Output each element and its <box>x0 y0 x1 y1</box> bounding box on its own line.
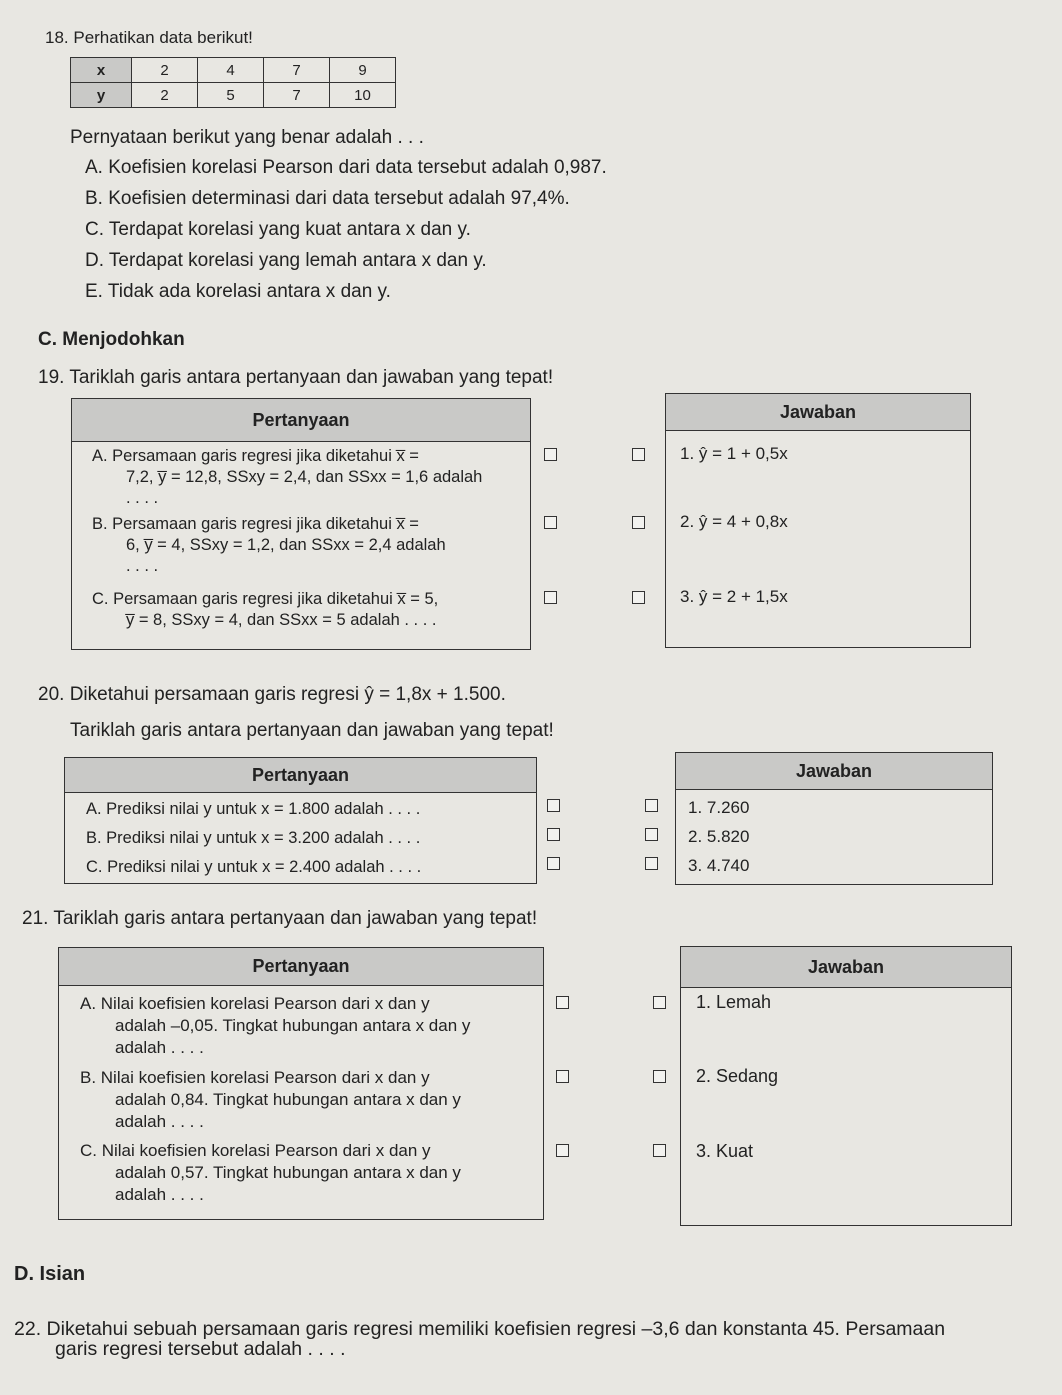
q21-question-b-checkbox[interactable] <box>556 1070 569 1083</box>
q18-option-b: B. Koefisien determinasi dari data tersebut adalah 97,4%. <box>85 188 570 209</box>
table-cell: 4 <box>198 58 264 83</box>
q20-question-c-checkbox[interactable] <box>547 857 560 870</box>
q20-title: 20. Diketahui persamaan garis regresi ŷ = 1,8x + 1.500. <box>38 684 506 705</box>
q18-option-e: E. Tidak ada korelasi antara x dan y. <box>85 281 391 302</box>
q21-answer-1-checkbox[interactable] <box>653 996 666 1009</box>
q-line: . . . . <box>126 557 159 575</box>
q20-answer-1: 1. 7.260 <box>688 798 750 817</box>
q20-question-a-checkbox[interactable] <box>547 799 560 812</box>
q-line: A. Nilai koefisien korelasi Pearson dari x dan y <box>80 994 430 1013</box>
q-line: B. Persamaan garis regresi jika diketahui x̅ = <box>92 515 419 533</box>
q-line: adalah . . . . <box>115 1185 204 1204</box>
q20-question-a: A. Prediksi nilai y untuk x = 1.800 adalah . . . . <box>86 800 421 818</box>
q18-option-a: A. Koefisien korelasi Pearson dari data tersebut adalah 0,987. <box>85 157 607 178</box>
q21-question-c-checkbox[interactable] <box>556 1144 569 1157</box>
q19-answer-2: 2. ŷ = 4 + 0,8x <box>680 512 788 531</box>
q21-answer-2: 2. Sedang <box>696 1066 779 1086</box>
q-line: 6, y̅ = 4, SSxy = 1,2, dan SSxx = 2,4 adalah <box>126 536 446 554</box>
q19-answer-header: Jawaban <box>666 394 970 431</box>
q21-answer-2-checkbox[interactable] <box>653 1070 666 1083</box>
q20-question-b: B. Prediksi nilai y untuk x = 3.200 adalah . . . . <box>86 829 421 847</box>
table-cell: 2 <box>132 58 198 83</box>
q-line: adalah . . . . <box>115 1038 204 1057</box>
table-cell: 10 <box>330 83 396 108</box>
q19-answer-1: 1. ŷ = 1 + 0,5x <box>680 444 788 463</box>
q20-answer-1-checkbox[interactable] <box>645 799 658 812</box>
q19-question-c-checkbox[interactable] <box>544 591 557 604</box>
q18-option-d: D. Terdapat korelasi yang lemah antara x dan y. <box>85 250 487 271</box>
section-c-heading: C. Menjodohkan <box>38 329 185 350</box>
q20-question-c: C. Prediksi nilai y untuk x = 2.400 adalah . . . . <box>86 858 422 876</box>
q19-question-a <box>92 446 482 509</box>
q-line: . . . . <box>126 489 159 507</box>
table-x-label: x <box>71 58 132 83</box>
q19-answer-1-checkbox[interactable] <box>632 448 645 461</box>
data-table <box>70 57 396 108</box>
q21-question-b <box>80 1067 461 1133</box>
q20-question-b-checkbox[interactable] <box>547 828 560 841</box>
q21-question-c <box>80 1140 461 1206</box>
q21-answer-1: 1. Lemah <box>696 992 772 1012</box>
q20-answer-2-checkbox[interactable] <box>645 828 658 841</box>
q18-title: 18. Perhatikan data berikut! <box>45 28 253 47</box>
q18-prompt: Pernyataan berikut yang benar adalah . . . <box>70 127 424 148</box>
q19-question-a-checkbox[interactable] <box>544 448 557 461</box>
q22-line1: 22. Diketahui sebuah persamaan garis regresi memiliki koefisien regresi –3,6 dan konstanta 45. Persamaan <box>14 1318 946 1340</box>
q20-subtitle: Tariklah garis antara pertanyaan dan jawaban yang tepat! <box>70 720 554 741</box>
table-cell: 2 <box>132 83 198 108</box>
q21-question-header: Pertanyaan <box>59 948 543 986</box>
q-line: y̅ = 8, SSxy = 4, dan SSxx = 5 adalah . . . . <box>126 611 437 629</box>
q20-answer-3: 3. 4.740 <box>688 856 750 875</box>
q19-question-header: Pertanyaan <box>72 399 530 442</box>
table-y-label: y <box>71 83 132 108</box>
q18-option-c: C. Terdapat korelasi yang kuat antara x dan y. <box>85 219 471 240</box>
q19-question-b-checkbox[interactable] <box>544 516 557 529</box>
table-cell: 9 <box>330 58 396 83</box>
table-cell: 5 <box>198 83 264 108</box>
table-cell: 7 <box>264 58 330 83</box>
q-line: adalah 0,84. Tingkat hubungan antara x dan y <box>115 1090 461 1109</box>
q20-question-header: Pertanyaan <box>65 758 536 793</box>
q20-answer-header: Jawaban <box>676 753 992 790</box>
q21-title: 21. Tariklah garis antara pertanyaan dan jawaban yang tepat! <box>22 908 538 929</box>
q19-question-c <box>92 589 438 631</box>
q21-question-a-checkbox[interactable] <box>556 996 569 1009</box>
section-d-heading: D. Isian <box>14 1263 86 1285</box>
table-cell: 7 <box>264 83 330 108</box>
q21-answer-header: Jawaban <box>681 947 1011 988</box>
q-line: adalah –0,05. Tingkat hubungan antara x dan y <box>115 1016 471 1035</box>
q21-question-a <box>80 993 470 1059</box>
q-line: C. Nilai koefisien korelasi Pearson dari x dan y <box>80 1141 431 1160</box>
q20-answer-2: 2. 5.820 <box>688 827 750 846</box>
q-line: adalah 0,57. Tingkat hubungan antara x dan y <box>115 1163 461 1182</box>
q-line: adalah . . . . <box>115 1112 204 1131</box>
q19-answer-3: 3. ŷ = 2 + 1,5x <box>680 587 788 606</box>
q19-answer-3-checkbox[interactable] <box>632 591 645 604</box>
q21-answer-3-checkbox[interactable] <box>653 1144 666 1157</box>
q22-line2: garis regresi tersebut adalah . . . . <box>55 1338 346 1360</box>
q-line: 7,2, y̅ = 12,8, SSxy = 2,4, dan SSxx = 1,6 adalah <box>126 468 483 486</box>
q19-title: 19. Tariklah garis antara pertanyaan dan jawaban yang tepat! <box>38 367 554 388</box>
q-line: C. Persamaan garis regresi jika diketahui x̅ = 5, <box>92 590 439 608</box>
q19-answer-2-checkbox[interactable] <box>632 516 645 529</box>
q21-answer-3: 3. Kuat <box>696 1141 754 1161</box>
q-line: B. Nilai koefisien korelasi Pearson dari x dan y <box>80 1068 430 1087</box>
q19-question-b <box>92 514 446 577</box>
q20-answer-3-checkbox[interactable] <box>645 857 658 870</box>
q-line: A. Persamaan garis regresi jika diketahui x̅ = <box>92 447 419 465</box>
